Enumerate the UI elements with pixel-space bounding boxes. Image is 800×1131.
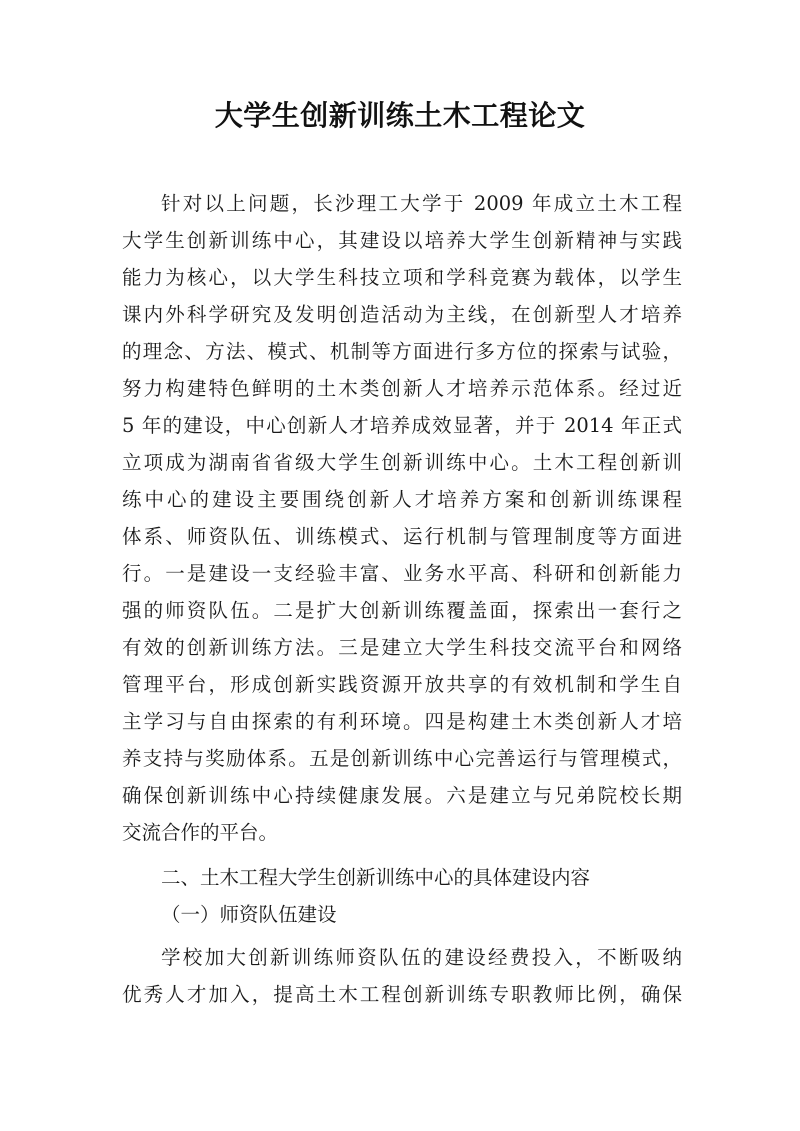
paragraph-line: 大学生创新训练中心，其建设以培养大学生创新精神与实践	[122, 229, 682, 252]
paragraph-line: 行。一是建设一支经验丰富、业务水平高、科研和创新能力	[122, 562, 682, 585]
paragraph-line: 立项成为湖南省省级大学生创新训练中心。土木工程创新训	[122, 451, 682, 474]
paragraph-line: 有效的创新训练方法。三是建立大学生科技交流平台和网络	[122, 636, 682, 659]
paragraph-line: 练中心的建设主要围绕创新人才培养方案和创新训练课程	[122, 488, 682, 511]
paragraph-line: 管理平台，形成创新实践资源开放共享的有效机制和学生自	[122, 673, 682, 696]
page-title: 大学生创新训练土木工程论文	[214, 99, 586, 132]
paragraph-line: 努力构建特色鲜明的土木类创新人才培养示范体系。经过近	[122, 377, 682, 400]
paragraph-line: 课内外科学研究及发明创造活动为主线，在创新型人才培养	[122, 303, 682, 326]
paragraph-line: 学校加大创新训练师资队伍的建设经费投入，不断吸纳	[161, 946, 682, 969]
paragraph-line: 针对以上问题，长沙理工大学于 2009 年成立土木工程	[161, 192, 682, 215]
section-heading: 二、土木工程大学生创新训练中心的具体建设内容	[161, 866, 591, 889]
paragraph-line: 主学习与自由探索的有利环境。四是构建土木类创新人才培	[122, 710, 682, 733]
paragraph-line: 体系、师资队伍、训练模式、运行机制与管理制度等方面进	[122, 525, 682, 548]
paragraph-line: 强的师资队伍。二是扩大创新训练覆盖面，探索出一套行之	[122, 599, 682, 622]
paragraph-line: 能力为核心，以大学生科技立项和学科竞赛为载体，以学生	[122, 266, 682, 289]
paragraph-line: 确保创新训练中心持续健康发展。六是建立与兄弟院校长期	[122, 784, 682, 807]
paragraph-line: 交流合作的平台。	[122, 821, 279, 844]
paragraph-line: 优秀人才加入，提高土木工程创新训练专职教师比例，确保	[122, 983, 682, 1006]
paragraph-line: 养支持与奖励体系。五是创新训练中心完善运行与管理模式，	[122, 747, 682, 770]
paragraph-line: 的理念、方法、模式、机制等方面进行多方位的探索与试验，	[122, 340, 682, 363]
paragraph-line: 5 年的建设，中心创新人才培养成效显著，并于 2014 年正式	[122, 414, 682, 437]
subsection-heading: （一）师资队伍建设	[161, 903, 337, 926]
